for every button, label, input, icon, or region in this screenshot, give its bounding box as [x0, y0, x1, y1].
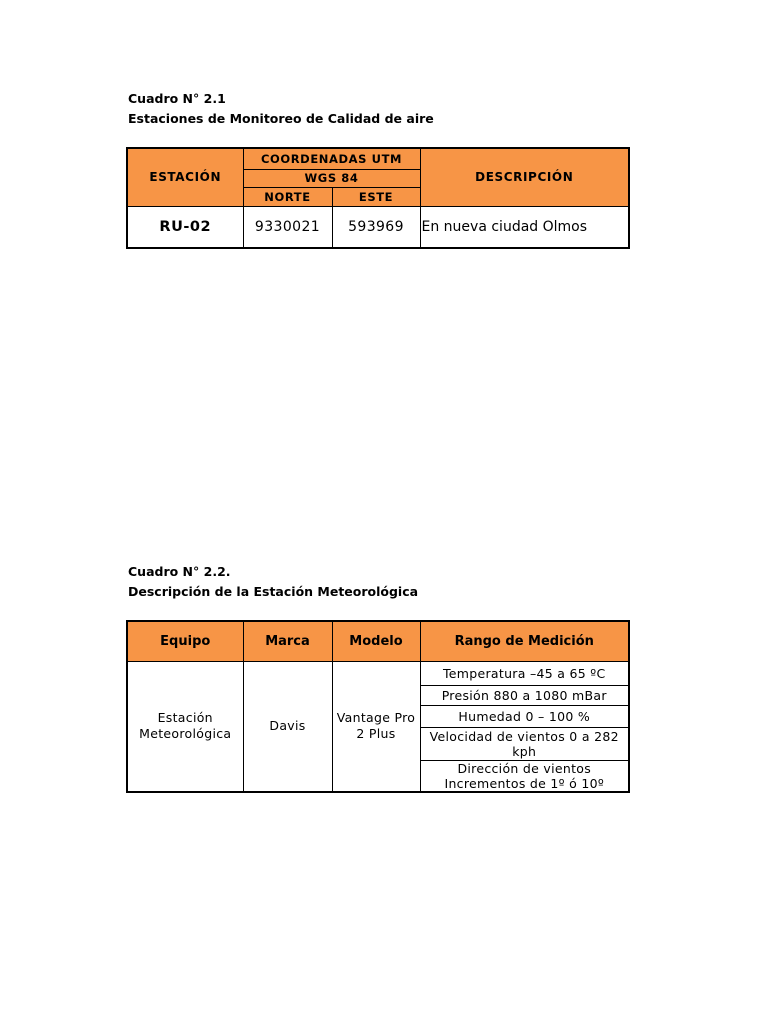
- header-brand: Marca: [243, 621, 332, 661]
- header-coordinates: COORDENADAS UTM: [243, 148, 420, 169]
- range-wind-speed: Velocidad de vientos 0 a 282 kph: [420, 727, 629, 760]
- table-row: [127, 206, 629, 248]
- weather-station-table: [126, 620, 630, 793]
- cell-description: En nueva ciudad Olmos: [420, 206, 629, 248]
- range-temperature: Temperatura –45 a 65 ºC: [420, 661, 629, 685]
- header-north: NORTE: [243, 187, 332, 206]
- header-equipment: Equipo: [127, 621, 243, 661]
- cell-east: 593969: [332, 206, 420, 248]
- header-model: Modelo: [332, 621, 420, 661]
- table-row: [127, 661, 629, 685]
- range-wind-direction: Dirección de vientos Incrementos de 1º ó 10º: [420, 760, 629, 792]
- cell-brand: Davis: [243, 661, 332, 792]
- table2-caption-title: Descripción de la Estación Meteorológica: [128, 584, 419, 599]
- air-quality-stations-table: [126, 147, 630, 249]
- header-station: ESTACIÓN: [127, 148, 243, 206]
- cell-model: Vantage Pro 2 Plus: [332, 661, 420, 792]
- range-pressure: Presión 880 a 1080 mBar: [420, 685, 629, 705]
- table2-caption-number: Cuadro N° 2.2.: [128, 564, 231, 579]
- table1-caption-number: Cuadro N° 2.1: [128, 91, 226, 106]
- table1-caption-title: Estaciones de Monitoreo de Calidad de aire: [128, 111, 434, 126]
- range-humidity: Humedad 0 – 100 %: [420, 705, 629, 727]
- table1-caption: [128, 89, 434, 129]
- cell-equipment: Estación Meteorológica: [127, 661, 243, 792]
- header-range: Rango de Medición: [420, 621, 629, 661]
- header-description: DESCRIPCIÓN: [420, 148, 629, 206]
- cell-north: 9330021: [243, 206, 332, 248]
- header-datum: WGS 84: [243, 169, 420, 187]
- cell-station: RU-02: [127, 206, 243, 248]
- table2-caption: [128, 562, 418, 602]
- header-east: ESTE: [332, 187, 420, 206]
